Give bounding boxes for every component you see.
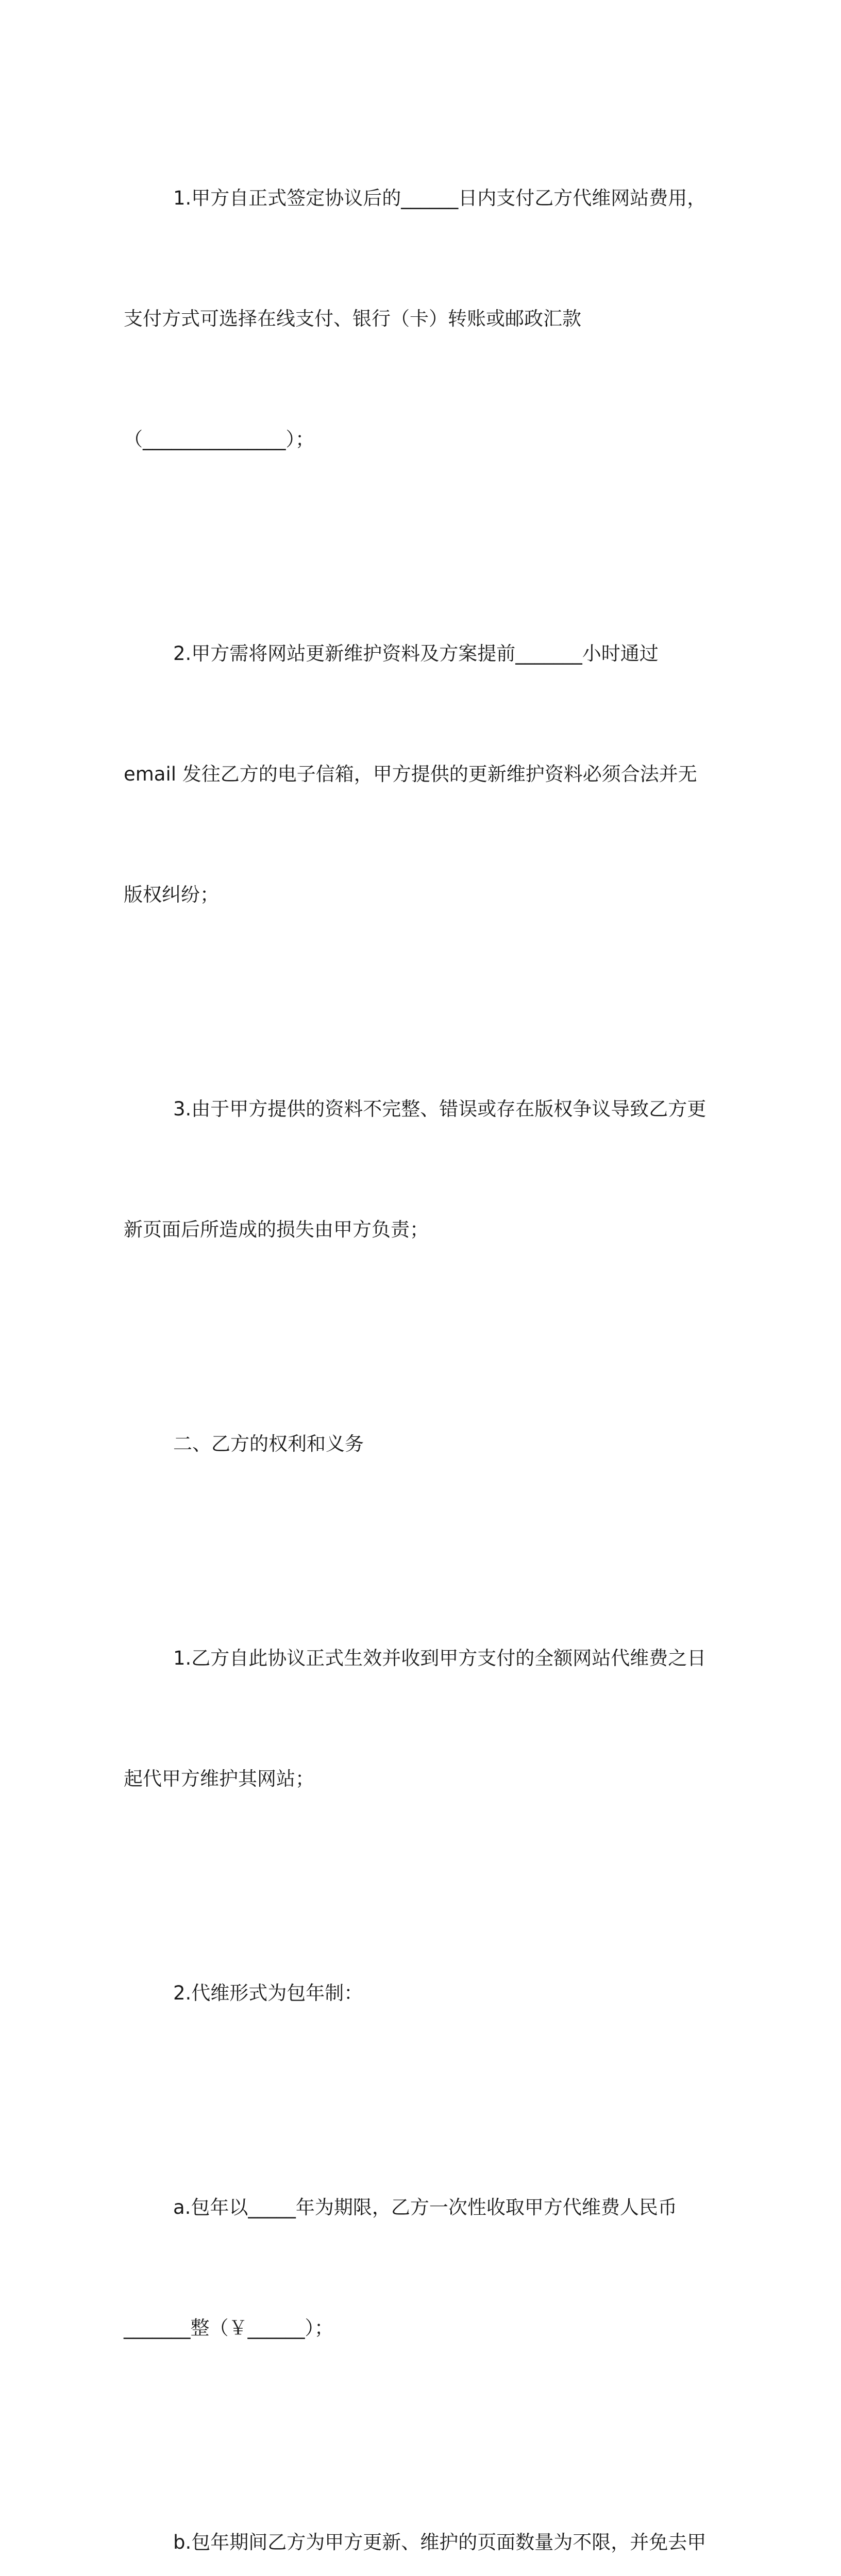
clause-party-b-start bbox=[124, 1558, 716, 1879]
text-line: _______整（￥______）； bbox=[124, 2317, 333, 2339]
text-line: email 发往乙方的电子信箱，甲方提供的更新维护资料必须合法并无 bbox=[124, 763, 697, 785]
text-line: 3.由于甲方提供的资料不完整、错误或存在版权争议导致乙方更 bbox=[173, 1098, 707, 1120]
document-page bbox=[124, 98, 716, 2576]
text-line: 2.甲方需将网站更新维护资料及方案提前_______小时通过 bbox=[173, 642, 659, 665]
clause-item-a bbox=[124, 2107, 716, 2429]
text-line: 2.代维形式为包年制： bbox=[173, 1982, 363, 2004]
text-line: 起代甲方维护其网站； bbox=[124, 1768, 314, 1790]
section-heading-party-b bbox=[124, 1344, 716, 1545]
clause-party-a-materials bbox=[124, 553, 716, 995]
clause-party-a-liability bbox=[124, 1009, 716, 1330]
text-line: （_______________）； bbox=[124, 428, 314, 450]
clause-party-a-payment bbox=[124, 98, 716, 540]
text-line: 版权纠纷； bbox=[124, 884, 219, 906]
text-line: 1.甲方自正式签定协议后的______日内支付乙方代维网站费用， bbox=[173, 187, 707, 209]
clause-item-b bbox=[124, 2442, 716, 2576]
text-line: a.包年以_____年为期限，乙方一次性收取甲方代维费人民币 bbox=[173, 2196, 677, 2218]
text-line: 新页面后所造成的损失由甲方负责； bbox=[124, 1218, 429, 1241]
text-line: 1.乙方自此协议正式生效并收到甲方支付的全额网站代维费之日 bbox=[173, 1647, 707, 1669]
text-line: b.包年期间乙方为甲方更新、维护的页面数量为不限，并免去甲 bbox=[173, 2531, 707, 2553]
clause-party-b-form bbox=[124, 1893, 716, 2094]
text-line: 支付方式可选择在线支付、银行（卡）转账或邮政汇款 bbox=[124, 308, 581, 330]
section-title: 二、乙方的权利和义务 bbox=[173, 1433, 364, 1455]
